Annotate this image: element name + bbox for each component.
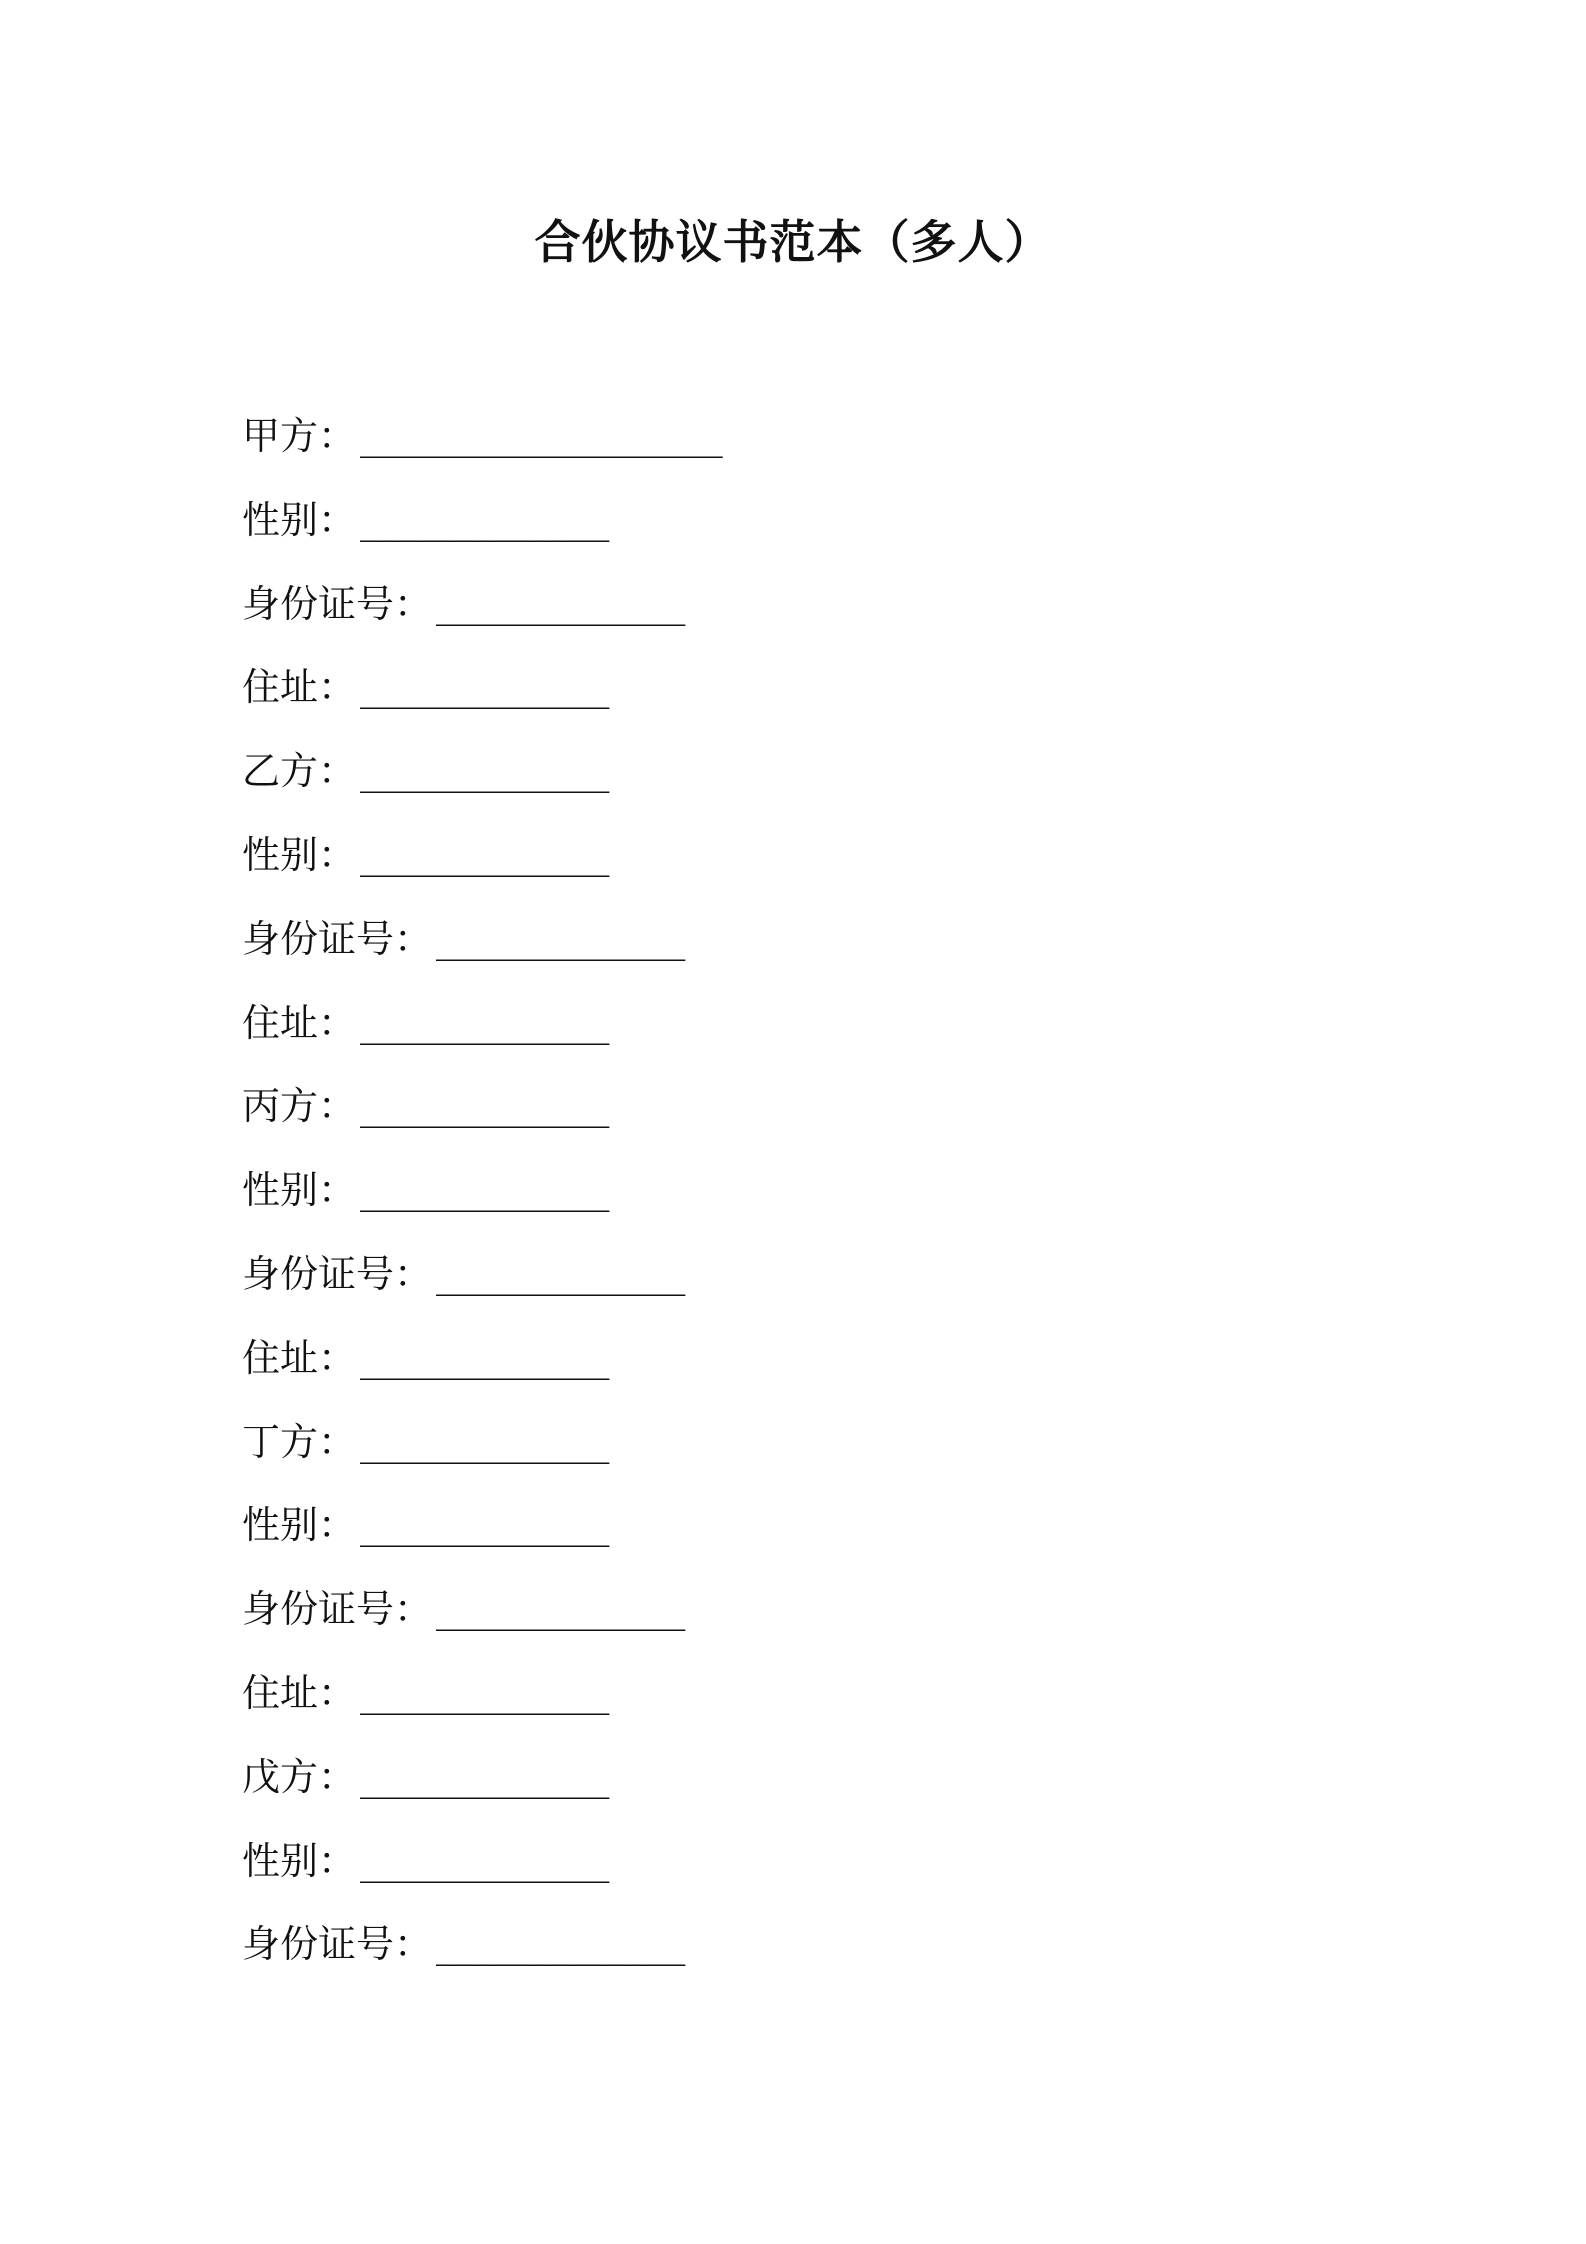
field-party-a-id [242,572,1342,656]
fill-blank: _____________ [360,1084,606,1129]
fill-blank: _____________ [360,1503,606,1548]
field-party-c-id [242,1242,1342,1326]
field-label: 甲方： [242,414,357,458]
field-label: 性别： [242,1503,357,1548]
fill-blank: _____________ [436,1922,682,1967]
fill-blank: _____________ [360,749,606,794]
field-label: 丁方： [242,1419,357,1464]
field-label: 性别： [242,1838,357,1883]
fill-blank: _____________ [436,1251,682,1296]
field-party-d [242,1410,1342,1494]
field-party-c-address [242,1326,1342,1410]
field-label: 身份证号： [242,1251,433,1296]
fill-blank: _____________ [360,1168,606,1213]
field-label: 身份证号： [242,1922,433,1967]
field-label: 戊方： [242,1754,357,1799]
field-party-a [242,404,1342,488]
field-party-a-address [242,655,1342,739]
fill-blank: _____________ [360,1000,606,1045]
fill-blank: _____________ [360,497,606,542]
field-label: 住址： [242,1670,357,1715]
field-party-b-id [242,907,1342,991]
document-title: 合伙协议书范本（多人） [534,215,1052,269]
field-label: 性别： [242,832,357,877]
field-party-b-address [242,991,1342,1075]
field-label: 丙方： [242,1084,357,1129]
field-party-b [242,739,1342,823]
fill-blank: _____________ [360,1670,606,1715]
fill-blank: _____________ [360,1838,606,1883]
fill-blank: _____________ [360,1335,606,1380]
field-party-e [242,1745,1342,1829]
field-party-d-id [242,1577,1342,1661]
field-label: 住址： [242,1335,357,1380]
field-label: 身份证号： [242,581,433,626]
fill-blank: ___________________ [360,414,719,458]
field-label: 乙方： [242,749,357,794]
field-party-a-gender [242,488,1342,572]
fill-blank: _____________ [436,916,682,961]
fill-blank: _____________ [436,1587,682,1632]
field-label: 住址： [242,1000,357,1045]
fill-blank: _____________ [360,1419,606,1464]
field-label: 性别： [242,1168,357,1213]
field-party-e-id [242,1912,1342,1996]
field-party-c [242,1074,1342,1158]
field-label: 住址： [242,665,357,710]
field-party-d-gender [242,1493,1342,1577]
field-party-e-gender [242,1829,1342,1913]
field-label: 性别： [242,497,357,542]
fill-blank: _____________ [360,832,606,877]
party-fields [242,404,1342,1996]
fill-blank: _____________ [360,1754,606,1799]
fill-blank: _____________ [436,581,682,626]
field-label: 身份证号： [242,916,433,961]
field-party-c-gender [242,1158,1342,1242]
field-party-b-gender [242,823,1342,907]
fill-blank: _____________ [360,665,606,710]
field-label: 身份证号： [242,1587,433,1632]
field-party-d-address [242,1661,1342,1745]
